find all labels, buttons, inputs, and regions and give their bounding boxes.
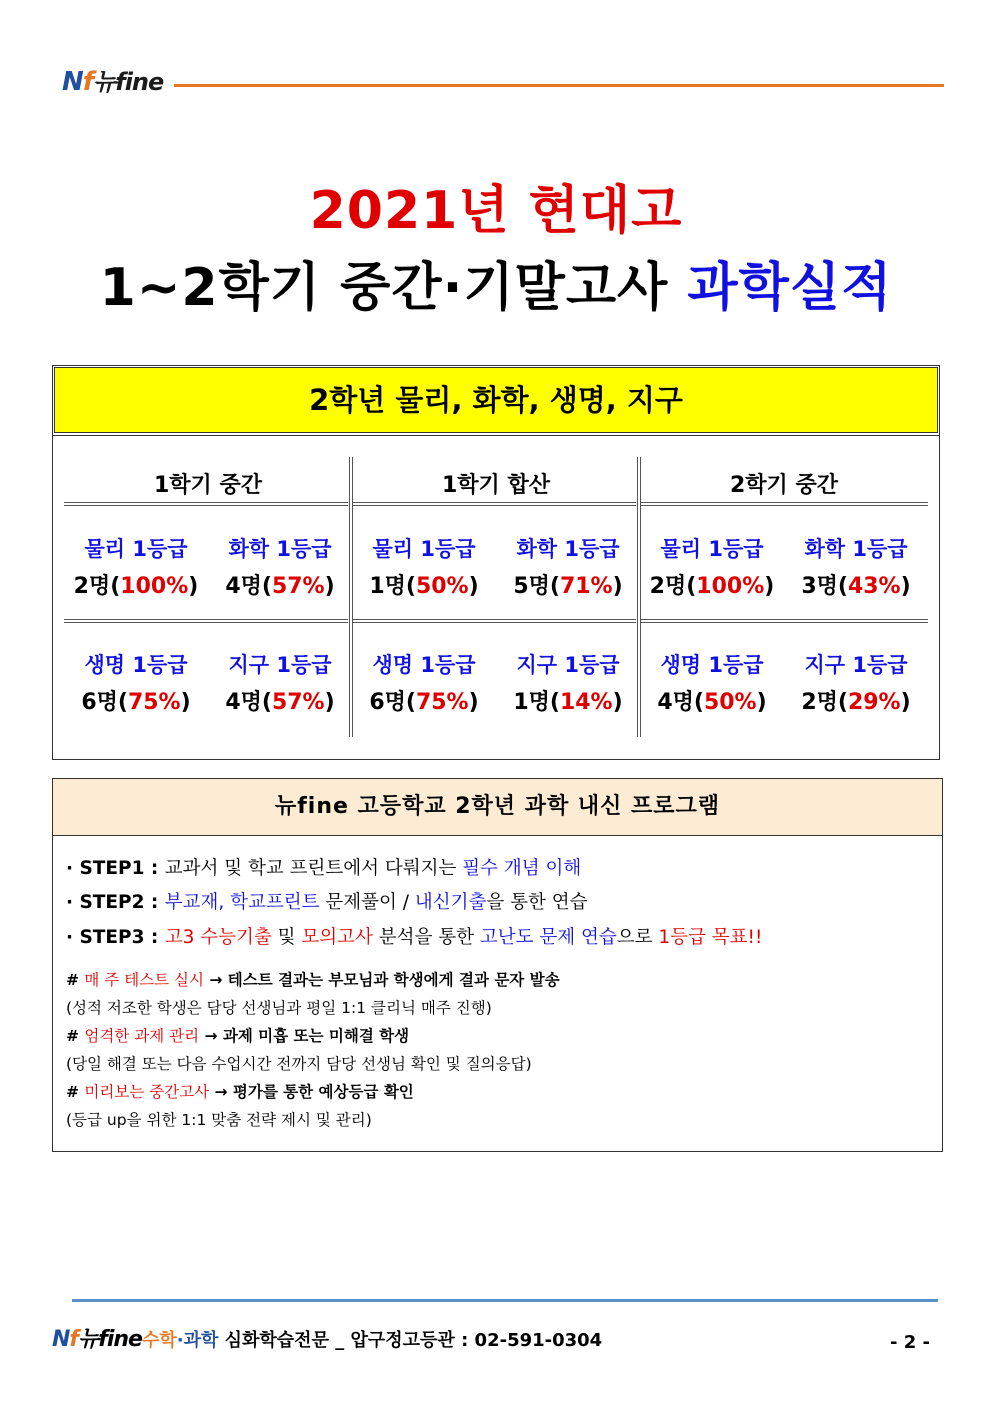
close-paren: ) (756, 690, 767, 715)
footer-rule (72, 1299, 938, 1302)
subject-label: 지구 1등급 (228, 653, 332, 677)
count: 4명( (225, 574, 272, 599)
subject-label: 화학 1등급 (516, 537, 620, 561)
subject-label: 물리 1등급 (372, 537, 476, 561)
result-item (352, 533, 496, 600)
note-hash: # (66, 971, 85, 989)
note-highlight: 미리보는 중간고사 (84, 1083, 210, 1101)
logo-text: 뉴fine (93, 68, 164, 96)
result-value (64, 569, 208, 600)
result-item (352, 649, 496, 716)
result-value (496, 569, 640, 600)
subject-label: 지구 1등급 (516, 653, 620, 677)
result-value (208, 685, 352, 716)
count: 3명( (801, 574, 848, 599)
step3-text: 분석을 통한 (372, 927, 480, 948)
percent: 43% (847, 574, 901, 599)
step3-prefix: · STEP3 : (66, 927, 165, 948)
close-paren: ) (764, 574, 775, 599)
header-rule (174, 84, 944, 87)
close-paren: ) (324, 574, 335, 599)
results-heading-rule (52, 435, 940, 436)
result-item (784, 533, 928, 600)
result-item (208, 649, 352, 716)
note-detail: (당일 해결 또는 다음 수업시간 전까지 담당 선생님 확인 및 질의응답) (66, 1055, 532, 1073)
count: 2명( (73, 574, 121, 599)
footer-logo-n: N (52, 1327, 70, 1352)
result-value (640, 685, 784, 716)
note-line (66, 1024, 409, 1046)
subject-label: 물리 1등급 (84, 537, 188, 561)
step2-line (66, 888, 587, 914)
step2-text: 을 통한 연습 (486, 892, 588, 913)
footer-contact: 심화학습전문 _ 압구정고등관 : 02-591-0304 (218, 1330, 603, 1351)
step2-highlight: 부교재, 학교프린트 (164, 892, 320, 913)
percent: 75% (415, 690, 469, 715)
count: 2명( (801, 690, 848, 715)
result-cell-bottom (64, 649, 352, 759)
percent: 100% (696, 574, 765, 599)
result-value (352, 685, 496, 716)
row-divider (64, 502, 348, 506)
close-paren: ) (324, 690, 335, 715)
percent: 71% (559, 574, 613, 599)
result-item (64, 533, 208, 600)
column-title: 1학기 합산 (442, 473, 550, 498)
count: 4명( (657, 690, 704, 715)
step3-highlight: 모의고사 (301, 927, 373, 948)
result-value (352, 569, 496, 600)
footer-subjects (142, 1330, 218, 1351)
note-text: → 평가를 통한 예상등급 확인 (209, 1083, 414, 1101)
close-paren: ) (612, 574, 623, 599)
result-value (496, 685, 640, 716)
subject-label: 생명 1등급 (660, 653, 764, 677)
subject-label: 화학 1등급 (228, 537, 332, 561)
note-text: → 테스트 결과는 부모님과 학생에게 결과 문자 발송 (203, 971, 560, 989)
row-divider (641, 502, 928, 506)
footer-logo-f: f (69, 1327, 78, 1352)
count: 6명( (81, 690, 128, 715)
close-paren: ) (612, 690, 623, 715)
step2-highlight: 내신기출 (414, 892, 487, 913)
note-detail: (성적 저조한 학생은 담당 선생님과 평일 1:1 클리닉 매주 진행) (66, 999, 492, 1017)
footer-subject-math: 수학 (141, 1330, 177, 1351)
footer-subject-science: 과학 (183, 1330, 219, 1351)
title-line1: 2021년 현대고 (309, 181, 683, 241)
result-item (208, 533, 352, 600)
results-heading: 2학년 물리, 화학, 생명, 지구 (54, 367, 938, 433)
brand-logo (62, 62, 163, 97)
close-paren: ) (900, 690, 911, 715)
percent: 50% (703, 690, 757, 715)
footer-text (52, 1322, 602, 1353)
program-heading: 뉴fine 고등학교 2학년 과학 내신 프로그램 (53, 779, 942, 836)
step3-highlight: 고3 수능기출 (164, 927, 272, 948)
subject-label: 물리 1등급 (660, 537, 764, 561)
percent: 29% (847, 690, 901, 715)
note-hash: # (66, 1083, 85, 1101)
count: 6명( (369, 690, 416, 715)
step3-text: 및 (271, 927, 302, 948)
logo-f: f (82, 67, 94, 97)
row-divider (353, 502, 636, 506)
logo-n: N (62, 67, 83, 97)
result-cell-top (64, 533, 352, 643)
step1-highlight: 필수 개념 이해 (462, 858, 582, 879)
result-cell-top (640, 533, 928, 643)
count: 5명( (513, 574, 560, 599)
result-item (64, 649, 208, 716)
step3-text: 으로 (616, 927, 659, 948)
result-cell-bottom (352, 649, 640, 759)
title-line2-blue: 과학실적 (687, 258, 893, 318)
result-value (640, 569, 784, 600)
percent: 57% (271, 690, 325, 715)
percent: 75% (127, 690, 181, 715)
footer-subject-dot: · (176, 1330, 184, 1351)
close-paren: ) (180, 690, 191, 715)
count: 1명( (369, 574, 416, 599)
subject-label: 화학 1등급 (804, 537, 908, 561)
percent: 14% (559, 690, 613, 715)
subject-label: 생명 1등급 (84, 653, 188, 677)
close-paren: ) (468, 574, 479, 599)
title-line2-black: 1~2학기 중간·기말고사 (99, 258, 688, 318)
note-text: → 과제 미흡 또는 미해결 학생 (199, 1027, 410, 1045)
result-item (496, 649, 640, 716)
result-value (784, 569, 928, 600)
note-hash: # (66, 1027, 85, 1045)
result-cell-top (352, 533, 640, 643)
result-item (496, 533, 640, 600)
close-paren: ) (188, 574, 199, 599)
note-detail: (등급 up을 위한 1:1 맞춤 전략 제시 및 관리) (66, 1111, 372, 1129)
count: 2명( (649, 574, 697, 599)
column-title: 2학기 중간 (730, 473, 838, 498)
close-paren: ) (468, 690, 479, 715)
result-item (640, 649, 784, 716)
result-item (640, 533, 784, 600)
footer-logo (52, 1327, 142, 1352)
step1-line (66, 854, 581, 880)
page-number: - 2 - (890, 1332, 930, 1353)
step2-prefix: · STEP2 : (66, 892, 165, 913)
step2-text: 문제풀이 / (319, 892, 415, 913)
note-line (66, 968, 560, 990)
percent: 50% (415, 574, 469, 599)
subject-label: 지구 1등급 (804, 653, 908, 677)
result-value (208, 569, 352, 600)
close-paren: ) (900, 574, 911, 599)
result-value (64, 685, 208, 716)
count: 4명( (225, 690, 272, 715)
column-title: 1학기 중간 (154, 473, 262, 498)
footer-logo-text: 뉴fine (78, 1327, 142, 1352)
note-line (66, 1080, 414, 1102)
result-cell-bottom (640, 649, 928, 759)
title-line2 (0, 245, 992, 320)
subject-label: 생명 1등급 (372, 653, 476, 677)
step1-text: 교과서 및 학교 프린트에서 다뤄지는 (164, 858, 463, 879)
step3-highlight: 고난도 문제 연습 (479, 927, 617, 948)
percent: 100% (120, 574, 189, 599)
percent: 57% (271, 574, 325, 599)
step3-goal: 1등급 목표!! (658, 927, 763, 948)
result-item (784, 649, 928, 716)
count: 1명( (513, 690, 560, 715)
note-highlight: 엄격한 과제 관리 (84, 1027, 200, 1045)
step3-line (66, 923, 762, 949)
result-value (784, 685, 928, 716)
step1-prefix: · STEP1 : (66, 858, 165, 879)
note-highlight: 매 주 테스트 실시 (84, 971, 204, 989)
